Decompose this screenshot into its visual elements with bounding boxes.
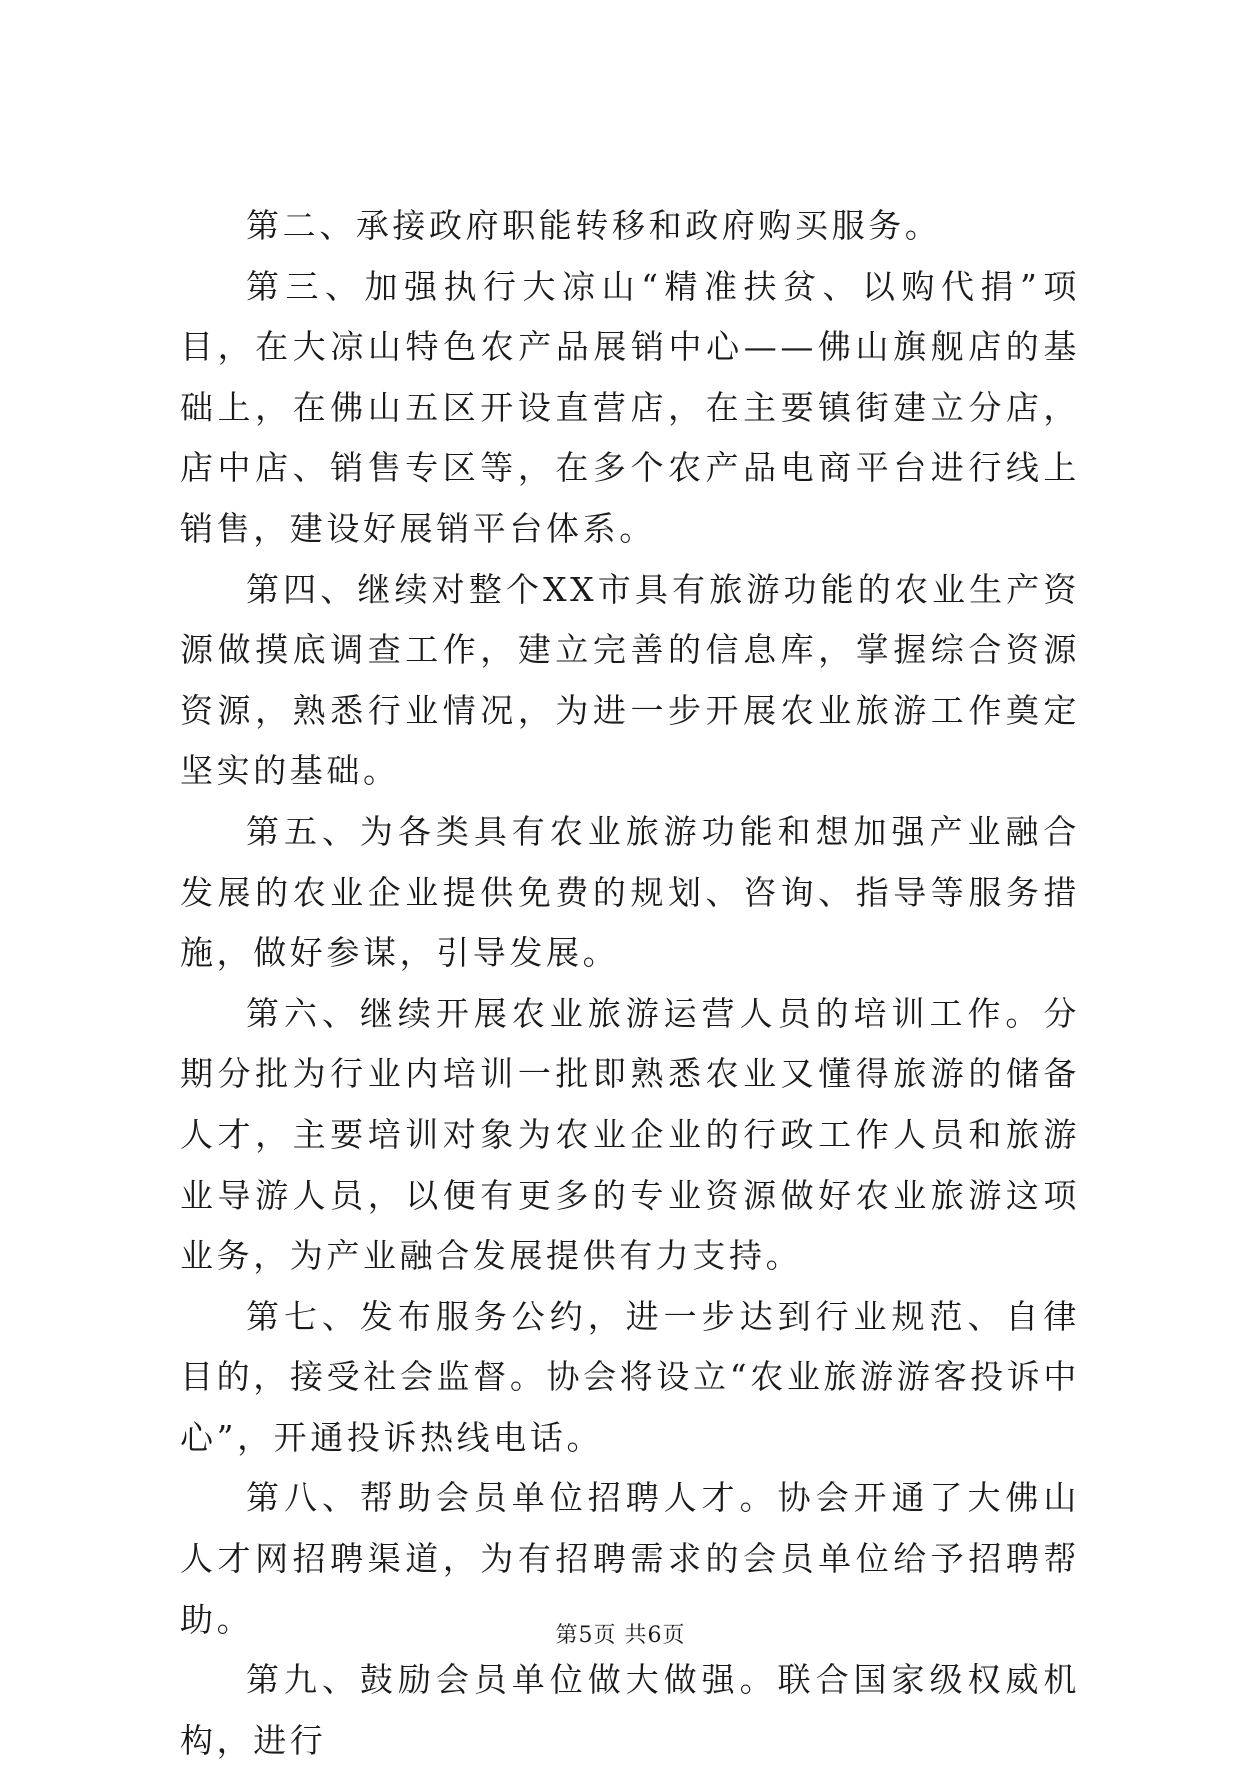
paragraph-3: 第三、加强执行大凉山“精准扶贫、以购代捐”项目，在大凉山特色农产品展销中心——佛山旗舰店的基础上，在佛山五区开设直营店，在主要镇街建立分店，店中店、销售专区等，在多个农产品电商平台进行线上销售，建设好展销平台体系。 — [180, 266, 1080, 548]
document-body — [180, 196, 1080, 1771]
paragraph-9: 第九、鼓励会员单位做大做强。联合国家级权威机构，进行 — [180, 1660, 1080, 1760]
paragraph-2: 第二、承接政府职能转移和政府购买服务。 — [246, 206, 942, 245]
paragraph-6: 第六、继续开展农业旅游运营人员的培训工作。分期分批为行业内培训一批即熟悉农业又懂得旅游的储备人才，主要培训对象为农业企业的行政工作人员和旅游业导游人员，以便有更多的专业资源做好农业旅游这项业务，为产业融合发展提供有力支持。 — [180, 993, 1080, 1276]
paragraph-4: 第四、继续对整个XX市具有旅游功能的农业生产资源做摸底调查工作，建立完善的信息库，掌握综合资源资源，熟悉行业情况，为进一步开展农业旅游工作奠定坚实的基础。 — [180, 569, 1080, 791]
page-number-label: 第5页 共6页 — [555, 1623, 686, 1648]
paragraph-8: 第八、帮助会员单位招聘人才。协会开通了大佛山人才网招聘渠道，为有招聘需求的会员单位给予招聘帮助。 — [180, 1478, 1080, 1639]
paragraph-5: 第五、为各类具有农业旅游功能和想加强产业融合发展的农业企业提供免费的规划、咨询、指导等服务措施，做好参谋，引导发展。 — [180, 811, 1080, 973]
page-footer — [0, 1618, 1241, 1649]
paragraph-7: 第七、发布服务公约，进一步达到行业规范、自律目的，接受社会监督。协会将设立“农业旅游游客投诉中心”，开通投诉热线电话。 — [180, 1296, 1080, 1457]
